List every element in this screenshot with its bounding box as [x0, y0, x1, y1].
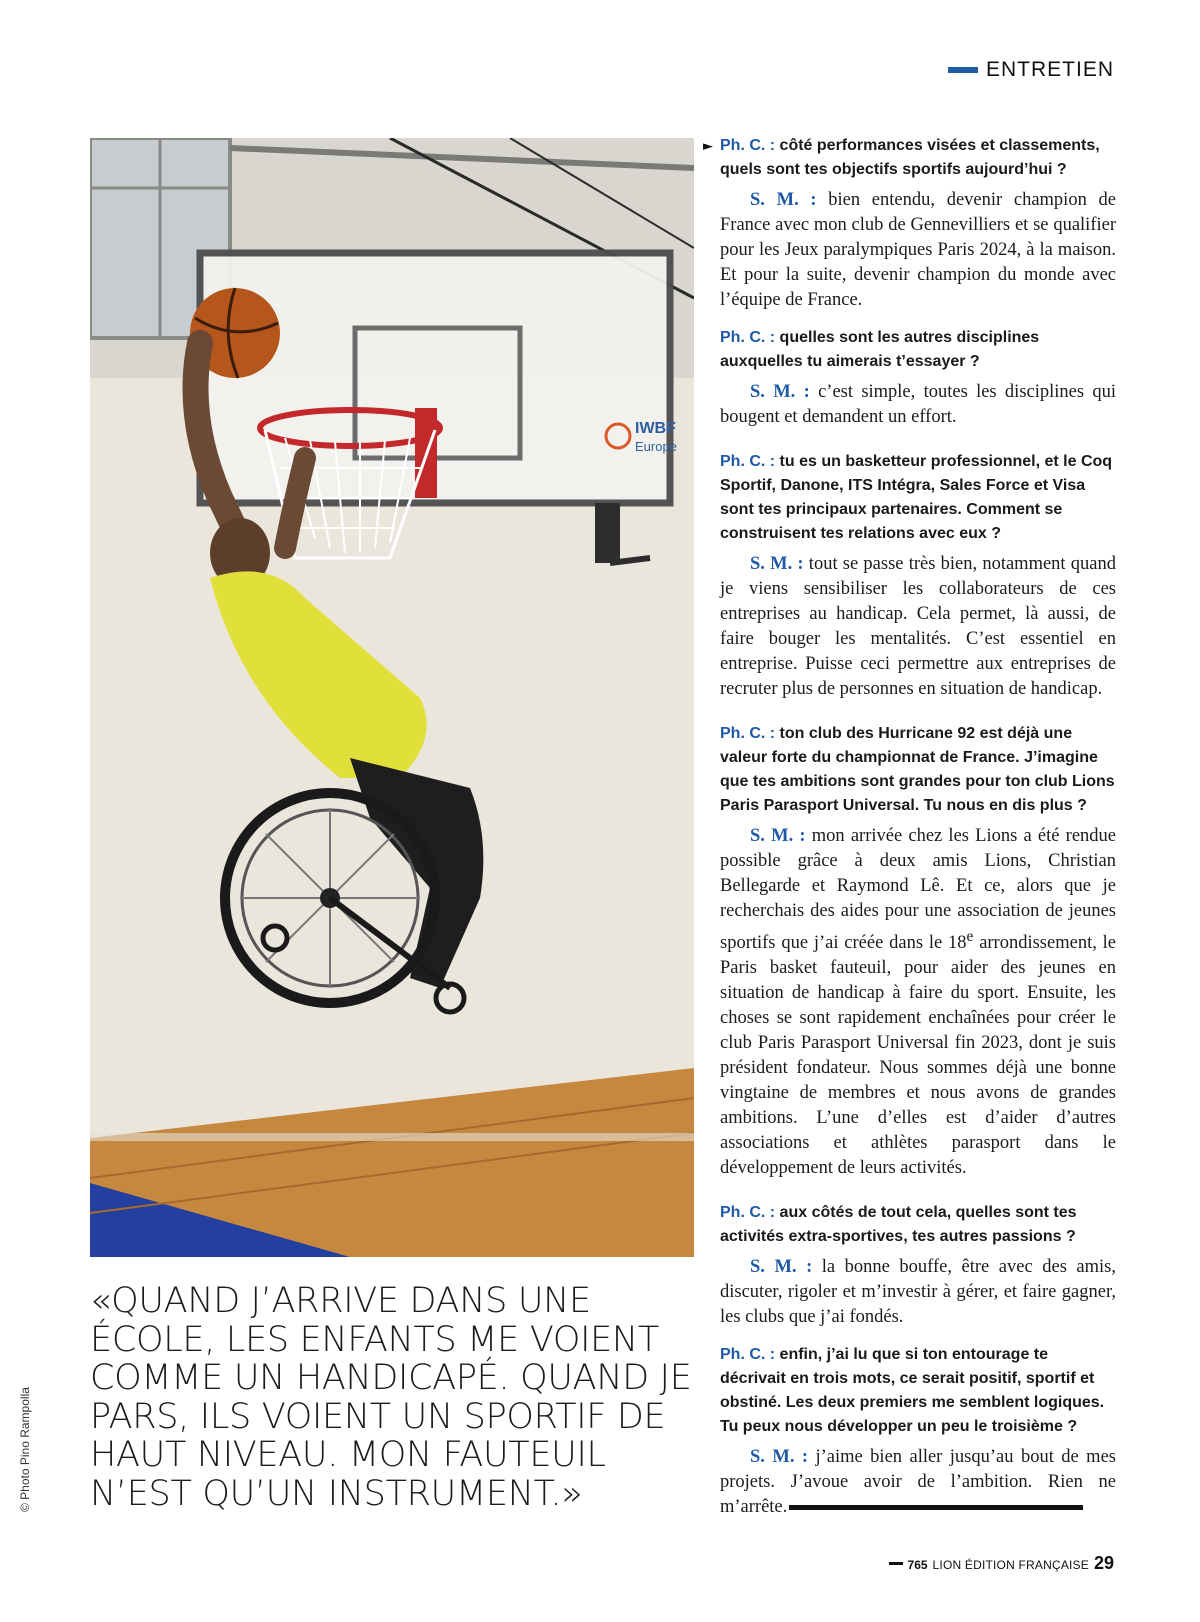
interviewee-initials: S. M. : [750, 826, 806, 846]
interviewee-initials: S. M. : [750, 1447, 809, 1468]
question-text: tu es un basketteur professionnel, et le Coq Sportif, Danone, ITS Intégra, Sales Force et Visa sont tes principaux partenaires. Comment se construisent tes relations avec eux ? [720, 453, 1113, 542]
answer-text: la bonne bouffe, être avec des amis, discuter, rigoler et m’investir à gérer, et faire gagner, les clubs que j’ai fondés. [720, 1257, 1116, 1328]
answer-text: tout se passe très bien, notamment quand je viens sensibiliser les collaborateurs de ces entreprises au handicap. Cela permet, là aussi, de faire bouger les mentalités. C’est essentiel en entreprise. Puisse ceci permettre aux entreprises de recruter plus de personnes en situation de handicap. [720, 554, 1116, 699]
question-text: aux côtés de tout cela, quelles sont tes activités extra-sportives, tes autres passions ? [720, 1204, 1077, 1246]
interviewer-initials: Ph. C. : [720, 137, 776, 154]
qa-block [720, 1201, 1116, 1330]
photo-credit: © Photo Pino Rampolla [18, 1387, 32, 1512]
question-text: ton club des Hurricane 92 est déjà une valeur forte du championnat de France. J’imagine que tes ambitions sont grandes pour ton club Lions Paris Parasport Universal. Tu nous en dis plus ? [720, 725, 1115, 814]
interview-column [720, 134, 1116, 1520]
interviewee-initials: S. M. : [750, 190, 817, 210]
superscript: e [966, 928, 974, 945]
interviewer-initials: Ph. C. : [720, 329, 776, 346]
interviewer-initials: Ph. C. : [720, 725, 776, 742]
backboard-logo-top: IWBF [635, 420, 676, 437]
question-text: quelles sont les autres disciplines auxquelles tu aimerais t’essayer ? [720, 329, 1040, 370]
qa-block [720, 722, 1116, 1181]
question [720, 1343, 1116, 1439]
answer [720, 1255, 1116, 1330]
backboard-logo-bottom: Europe [635, 439, 677, 454]
section-title: ENTRETIEN [985, 58, 1114, 81]
interviewer-initials: Ph. C. : [720, 1204, 776, 1222]
article-photo [90, 138, 694, 1257]
section-tag [948, 58, 1114, 82]
answer [720, 188, 1116, 313]
answer [720, 824, 1116, 1181]
section-tag-bar [948, 67, 978, 73]
interviewer-initials: Ph. C. : [720, 1346, 776, 1364]
end-of-article-rule [789, 1505, 1083, 1510]
interviewee-initials: S. M. : [750, 1257, 813, 1278]
answer [720, 380, 1116, 430]
page-number: 29 [1093, 1553, 1114, 1573]
qa-block [720, 326, 1116, 430]
question [720, 450, 1116, 546]
question-text: côté performances visées et classements, quels sont tes objectifs sportifs aujourd’hui ? [720, 137, 1100, 178]
question [720, 722, 1116, 818]
page-footer [889, 1553, 1114, 1574]
question [720, 326, 1116, 374]
answer [720, 1445, 1116, 1520]
answer-text-continued: arrondissement, le Paris basket fauteuil, pour aider des jeunes en situation de handicap à faire du sport. Ensuite, les choses se sont rapidement enchaînées pour créer le club Paris Parasport Universal fin 2023, dont je suis président fondateur. Nous sommes déjà une bonne vingtaine de membres et nous avons de grandes ambitions. L’une d’elles est d’aider d’autres associations et athlètes parasport dans le développement de leurs activités. [720, 933, 1117, 1179]
interviewer-initials: Ph. C. : [720, 453, 776, 470]
continue-arrow-icon: ► [703, 139, 713, 154]
answer-text: c’est simple, toutes les disciplines qui bougent et demandent un effort. [720, 382, 1116, 427]
qa-block [720, 1343, 1116, 1520]
answer [720, 552, 1116, 702]
answer-text: bien entendu, devenir champion de France avec mon club de Gennevilliers et se qualifier pour les Jeux paralympiques Paris 2024, à la maison. Et pour la suite, devenir champion du monde avec l’équipe de France. [720, 190, 1116, 310]
pull-quote: «QUAND J’ARRIVE DANS UNE ÉCOLE, LES ENFANTS ME VOIENT COMME UN HANDICAPÉ. QUAND JE PARS, ILS VOIENT UN SPORTIF DE HAUT NIVEAU. MON FAUTEUIL N’EST QU’UN INSTRUMENT.» [90, 1281, 692, 1514]
answer-text: mon arrivée chez les Lions a été rendue possible grâce à deux amis Lions, Christian Bellegarde et Raymond Lê. Et ce, alors que je recherchais des aides pour une association de jeunes sportifs que j’ai créée dans le 18 [720, 826, 1116, 954]
question [720, 1201, 1116, 1249]
interviewee-initials: S. M. : [750, 554, 804, 574]
qa-block [720, 450, 1116, 702]
interviewee-initials: S. M. : [750, 382, 810, 402]
qa-block [720, 134, 1116, 313]
issue-number: 765 [907, 1558, 928, 1572]
magazine-name: LION ÉDITION FRANÇAISE [932, 1558, 1089, 1572]
footer-dash [889, 1562, 903, 1565]
wheelchair-basketball-illustration [90, 138, 694, 1257]
answer-text: j’aime bien aller jusqu’au bout de mes projets. J’avoue avoir de l’ambition. Rien ne m’arrête. [720, 1447, 1116, 1518]
question [720, 134, 1116, 182]
question-text: enfin, j’ai lu que si ton entourage te décrivait en trois mots, ce serait positif, sportif et obstiné. Les deux premiers me semblent logiques. Tu peux nous développer un peu le troisième ? [720, 1346, 1105, 1436]
